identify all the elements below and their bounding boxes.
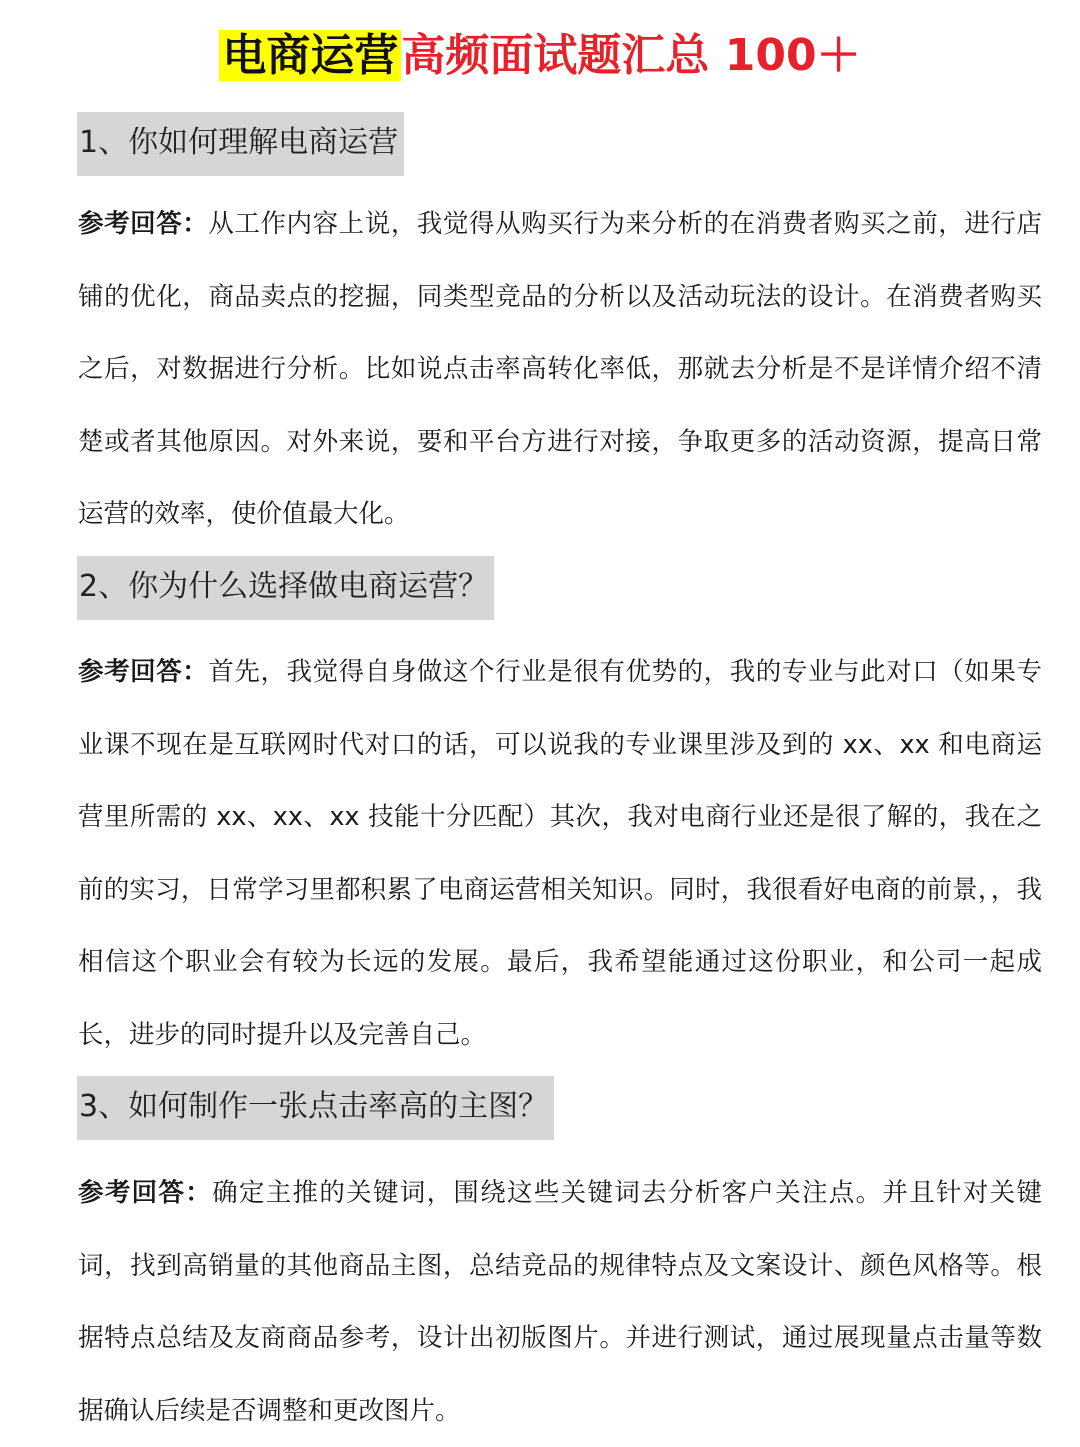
answer-paragraph-1 bbox=[78, 188, 1042, 551]
answer-text: 确定主推的关键词，围绕这些关键词去分析客户关注点。并且针对关键词，找到高销量的其他商品主图，总结竞品的规律特点及文案设计、颜色风格等。根据特点总结及友商商品参考，设计出初版图片。并进行测试，通过展现量点击量等数据确认后续是否调整和更改图片。 bbox=[78, 1178, 1042, 1426]
question-block-2 bbox=[77, 556, 494, 620]
answer-text: 从工作内容上说，我觉得从购买行为来分析的在消费者购买之前，进行店铺的优化，商品卖点的挖掘，同类型竞品的分析以及活动玩法的设计。在消费者购买之后，对数据进行分析。比如说点击率高转化率低，那就去分析是不是详情介绍不清楚或者其他原因。对外来说，要和平台方进行对接，争取更多的活动资源，提高日常运营的效率，使价值最大化。 bbox=[78, 209, 1042, 529]
title-highlight: 电商运营 bbox=[219, 30, 401, 81]
question-heading: 3、如何制作一张点击率高的主图？ bbox=[77, 1076, 554, 1140]
question-heading: 2、你为什么选择做电商运营？ bbox=[77, 556, 494, 620]
title-rest: 高频面试题汇总 100＋ bbox=[401, 30, 861, 81]
page-title bbox=[0, 20, 1080, 92]
answer-paragraph-2 bbox=[78, 636, 1042, 1071]
question-block-1 bbox=[77, 112, 404, 176]
answer-label: 参考回答： bbox=[78, 209, 209, 239]
question-block-3 bbox=[77, 1076, 554, 1140]
answer-label: 参考回答： bbox=[78, 657, 209, 687]
answer-label: 参考回答： bbox=[78, 1178, 213, 1208]
answer-paragraph-3 bbox=[78, 1157, 1042, 1447]
question-heading: 1、你如何理解电商运营 bbox=[77, 112, 404, 176]
answer-text: 首先，我觉得自身做这个行业是很有优势的，我的专业与此对口（如果专业课不现在是互联网时代对口的话，可以说我的专业课里涉及到的 xx、xx 和电商运营里所需的 xx、xx、xx 技能十分匹配）其次，我对电商行业还是很了解的，我在之前的实习，日常学习里都积累了电商运营相关知识。同时，我很看好电商的前景，，我相信这个职业会有较为长远的发展。最后，我希望能通过这份职业，和公司一起成长，进步的同时提升以及完善自己。 bbox=[78, 657, 1042, 1050]
